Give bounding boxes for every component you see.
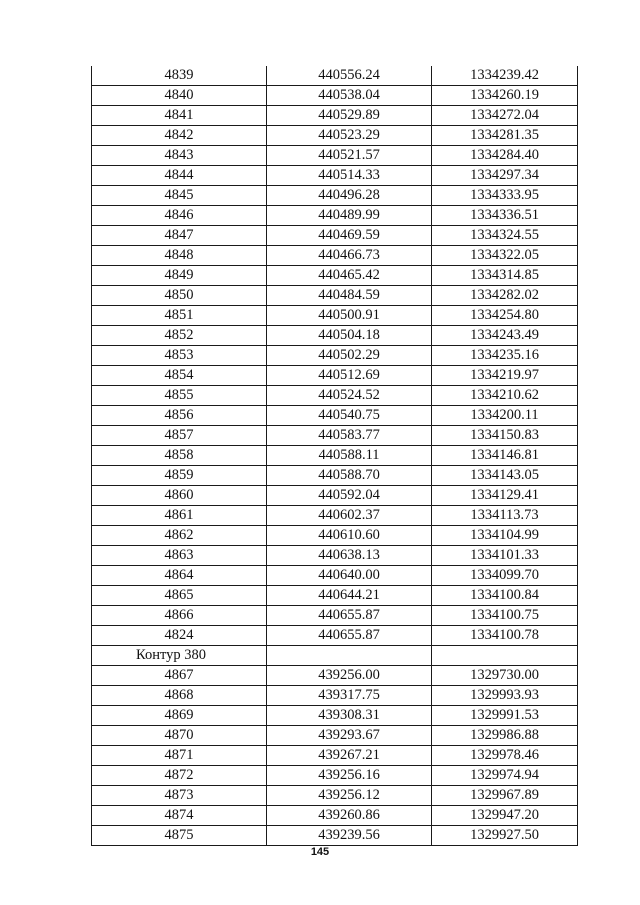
table-row bbox=[92, 506, 578, 526]
table-row bbox=[92, 126, 578, 146]
point-number-cell: 4824 bbox=[92, 626, 267, 646]
y-coordinate-cell: 1334129.41 bbox=[432, 486, 578, 506]
y-coordinate-cell: 1334150.83 bbox=[432, 426, 578, 446]
x-coordinate-cell: 439293.67 bbox=[267, 726, 432, 746]
point-number-cell: 4847 bbox=[92, 226, 267, 246]
table-row bbox=[92, 146, 578, 166]
y-coordinate-cell: 1334243.49 bbox=[432, 326, 578, 346]
table-row bbox=[92, 546, 578, 566]
table-row bbox=[92, 806, 578, 826]
y-coordinate-cell: 1334284.40 bbox=[432, 146, 578, 166]
x-coordinate-cell: 440514.33 bbox=[267, 166, 432, 186]
y-coordinate-cell: 1334104.99 bbox=[432, 526, 578, 546]
x-coordinate-cell: 440655.87 bbox=[267, 606, 432, 626]
table-row bbox=[92, 686, 578, 706]
y-coordinate-cell: 1334281.35 bbox=[432, 126, 578, 146]
y-coordinate-cell: 1334260.19 bbox=[432, 86, 578, 106]
point-number-cell: 4874 bbox=[92, 806, 267, 826]
y-coordinate-cell: 1329947.20 bbox=[432, 806, 578, 826]
table-row bbox=[92, 486, 578, 506]
point-number-cell: 4858 bbox=[92, 446, 267, 466]
x-coordinate-cell: 439256.00 bbox=[267, 666, 432, 686]
point-number-cell: 4854 bbox=[92, 366, 267, 386]
coordinates-table-body bbox=[92, 66, 578, 846]
y-coordinate-cell: 1334100.78 bbox=[432, 626, 578, 646]
point-number-cell: 4868 bbox=[92, 686, 267, 706]
point-number-cell: 4851 bbox=[92, 306, 267, 326]
x-coordinate-cell: 440640.00 bbox=[267, 566, 432, 586]
y-coordinate-cell: 1329927.50 bbox=[432, 826, 578, 846]
x-coordinate-cell: 440502.29 bbox=[267, 346, 432, 366]
table-row bbox=[92, 326, 578, 346]
x-coordinate-cell: 440592.04 bbox=[267, 486, 432, 506]
y-coordinate-cell: 1334333.95 bbox=[432, 186, 578, 206]
y-coordinate-cell: 1334272.04 bbox=[432, 106, 578, 126]
point-number-cell: 4852 bbox=[92, 326, 267, 346]
y-coordinate-cell: 1329986.88 bbox=[432, 726, 578, 746]
x-coordinate-cell: 440521.57 bbox=[267, 146, 432, 166]
table-row bbox=[92, 106, 578, 126]
x-coordinate-cell: 440524.52 bbox=[267, 386, 432, 406]
point-number-cell: 4869 bbox=[92, 706, 267, 726]
point-number-cell: 4855 bbox=[92, 386, 267, 406]
table-row bbox=[92, 586, 578, 606]
table-row bbox=[92, 406, 578, 426]
point-number-cell: 4871 bbox=[92, 746, 267, 766]
table-row bbox=[92, 166, 578, 186]
table-row bbox=[92, 566, 578, 586]
contour-header-row bbox=[92, 646, 578, 666]
table-row bbox=[92, 446, 578, 466]
coordinates-table bbox=[91, 66, 578, 846]
y-coordinate-cell: 1334101.33 bbox=[432, 546, 578, 566]
table-row bbox=[92, 726, 578, 746]
table-row bbox=[92, 606, 578, 626]
x-coordinate-cell: 440540.75 bbox=[267, 406, 432, 426]
y-coordinate-cell: 1334146.81 bbox=[432, 446, 578, 466]
y-coordinate-cell: 1334239.42 bbox=[432, 66, 578, 86]
point-number-cell: 4853 bbox=[92, 346, 267, 366]
x-coordinate-cell: 440496.28 bbox=[267, 186, 432, 206]
point-number-cell: 4840 bbox=[92, 86, 267, 106]
y-coordinate-cell: 1334322.05 bbox=[432, 246, 578, 266]
table-row bbox=[92, 826, 578, 846]
y-coordinate-cell: 1329993.93 bbox=[432, 686, 578, 706]
table-row bbox=[92, 426, 578, 446]
y-coordinate-cell: 1334297.34 bbox=[432, 166, 578, 186]
table-row bbox=[92, 466, 578, 486]
point-number-cell: 4856 bbox=[92, 406, 267, 426]
y-coordinate-cell: 1334099.70 bbox=[432, 566, 578, 586]
x-coordinate-cell: 440538.04 bbox=[267, 86, 432, 106]
table-row bbox=[92, 186, 578, 206]
table-row bbox=[92, 86, 578, 106]
table-row bbox=[92, 366, 578, 386]
y-coordinate-cell: 1334235.16 bbox=[432, 346, 578, 366]
point-number-cell: 4862 bbox=[92, 526, 267, 546]
x-coordinate-cell: 440489.99 bbox=[267, 206, 432, 226]
point-number-cell: 4848 bbox=[92, 246, 267, 266]
table-row bbox=[92, 306, 578, 326]
point-number-cell: 4841 bbox=[92, 106, 267, 126]
y-coordinate-cell: 1334100.84 bbox=[432, 586, 578, 606]
point-number-cell: 4864 bbox=[92, 566, 267, 586]
table-row bbox=[92, 746, 578, 766]
x-coordinate-cell: 440504.18 bbox=[267, 326, 432, 346]
x-coordinate-cell: 440529.89 bbox=[267, 106, 432, 126]
x-coordinate-cell: 440644.21 bbox=[267, 586, 432, 606]
x-coordinate-cell: 439256.16 bbox=[267, 766, 432, 786]
table-row bbox=[92, 286, 578, 306]
y-coordinate-cell: 1334254.80 bbox=[432, 306, 578, 326]
table-row bbox=[92, 766, 578, 786]
point-number-cell: 4873 bbox=[92, 786, 267, 806]
y-coordinate-cell: 1329974.94 bbox=[432, 766, 578, 786]
y-coordinate-cell: 1329967.89 bbox=[432, 786, 578, 806]
point-number-cell: 4839 bbox=[92, 66, 267, 86]
y-coordinate-cell: 1334336.51 bbox=[432, 206, 578, 226]
empty-cell bbox=[267, 646, 432, 666]
x-coordinate-cell: 440610.60 bbox=[267, 526, 432, 546]
x-coordinate-cell: 440602.37 bbox=[267, 506, 432, 526]
table-row bbox=[92, 526, 578, 546]
y-coordinate-cell: 1329978.46 bbox=[432, 746, 578, 766]
point-number-cell: 4850 bbox=[92, 286, 267, 306]
point-number-cell: 4872 bbox=[92, 766, 267, 786]
x-coordinate-cell: 440465.42 bbox=[267, 266, 432, 286]
point-number-cell: 4846 bbox=[92, 206, 267, 226]
x-coordinate-cell: 440655.87 bbox=[267, 626, 432, 646]
contour-label: Контур 380 bbox=[92, 646, 267, 666]
point-number-cell: 4845 bbox=[92, 186, 267, 206]
table-row bbox=[92, 246, 578, 266]
point-number-cell: 4861 bbox=[92, 506, 267, 526]
point-number-cell: 4849 bbox=[92, 266, 267, 286]
point-number-cell: 4870 bbox=[92, 726, 267, 746]
x-coordinate-cell: 440500.91 bbox=[267, 306, 432, 326]
table-row bbox=[92, 666, 578, 686]
x-coordinate-cell: 440512.69 bbox=[267, 366, 432, 386]
point-number-cell: 4842 bbox=[92, 126, 267, 146]
y-coordinate-cell: 1334143.05 bbox=[432, 466, 578, 486]
x-coordinate-cell: 440484.59 bbox=[267, 286, 432, 306]
x-coordinate-cell: 440556.24 bbox=[267, 66, 432, 86]
table-row bbox=[92, 266, 578, 286]
x-coordinate-cell: 440523.29 bbox=[267, 126, 432, 146]
table-row bbox=[92, 626, 578, 646]
x-coordinate-cell: 439267.21 bbox=[267, 746, 432, 766]
point-number-cell: 4857 bbox=[92, 426, 267, 446]
table-row bbox=[92, 206, 578, 226]
x-coordinate-cell: 440469.59 bbox=[267, 226, 432, 246]
y-coordinate-cell: 1329991.53 bbox=[432, 706, 578, 726]
x-coordinate-cell: 439317.75 bbox=[267, 686, 432, 706]
x-coordinate-cell: 439308.31 bbox=[267, 706, 432, 726]
y-coordinate-cell: 1334113.73 bbox=[432, 506, 578, 526]
point-number-cell: 4865 bbox=[92, 586, 267, 606]
table-row bbox=[92, 786, 578, 806]
y-coordinate-cell: 1334100.75 bbox=[432, 606, 578, 626]
point-number-cell: 4867 bbox=[92, 666, 267, 686]
x-coordinate-cell: 439256.12 bbox=[267, 786, 432, 806]
point-number-cell: 4860 bbox=[92, 486, 267, 506]
point-number-cell: 4863 bbox=[92, 546, 267, 566]
table-row bbox=[92, 66, 578, 86]
x-coordinate-cell: 440583.77 bbox=[267, 426, 432, 446]
point-number-cell: 4859 bbox=[92, 466, 267, 486]
x-coordinate-cell: 439239.56 bbox=[267, 826, 432, 846]
point-number-cell: 4844 bbox=[92, 166, 267, 186]
y-coordinate-cell: 1334200.11 bbox=[432, 406, 578, 426]
y-coordinate-cell: 1334210.62 bbox=[432, 386, 578, 406]
x-coordinate-cell: 440588.70 bbox=[267, 466, 432, 486]
y-coordinate-cell: 1334324.55 bbox=[432, 226, 578, 246]
y-coordinate-cell: 1334219.97 bbox=[432, 366, 578, 386]
x-coordinate-cell: 440588.11 bbox=[267, 446, 432, 466]
empty-cell bbox=[432, 646, 578, 666]
table-row bbox=[92, 346, 578, 366]
point-number-cell: 4866 bbox=[92, 606, 267, 626]
point-number-cell: 4843 bbox=[92, 146, 267, 166]
x-coordinate-cell: 439260.86 bbox=[267, 806, 432, 826]
point-number-cell: 4875 bbox=[92, 826, 267, 846]
y-coordinate-cell: 1334282.02 bbox=[432, 286, 578, 306]
table-row bbox=[92, 226, 578, 246]
x-coordinate-cell: 440638.13 bbox=[267, 546, 432, 566]
table-row bbox=[92, 386, 578, 406]
y-coordinate-cell: 1329730.00 bbox=[432, 666, 578, 686]
page-number: 145 bbox=[310, 846, 330, 858]
y-coordinate-cell: 1334314.85 bbox=[432, 266, 578, 286]
x-coordinate-cell: 440466.73 bbox=[267, 246, 432, 266]
table-row bbox=[92, 706, 578, 726]
